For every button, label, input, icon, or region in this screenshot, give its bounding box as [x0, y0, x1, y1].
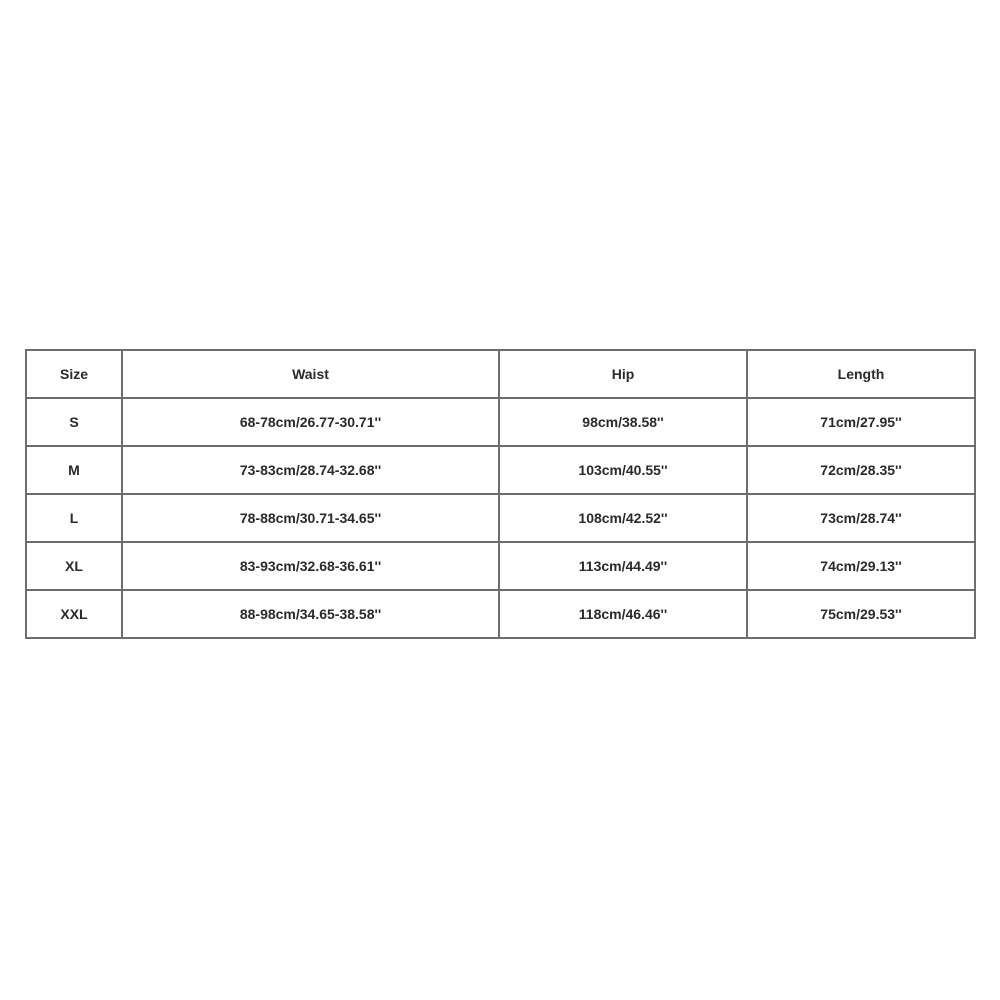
header-waist: Waist: [122, 350, 499, 398]
table-row: [26, 398, 975, 446]
cell-length: 73cm/28.74'': [747, 494, 975, 542]
cell-waist: 68-78cm/26.77-30.71'': [122, 398, 499, 446]
cell-length: 75cm/29.53'': [747, 590, 975, 638]
cell-size: XXL: [26, 590, 122, 638]
header-size: Size: [26, 350, 122, 398]
size-chart: [25, 349, 974, 639]
cell-size: L: [26, 494, 122, 542]
cell-length: 71cm/27.95'': [747, 398, 975, 446]
table-header-row: [26, 350, 975, 398]
cell-length: 72cm/28.35'': [747, 446, 975, 494]
size-table: [25, 349, 976, 639]
cell-hip: 108cm/42.52'': [499, 494, 747, 542]
cell-hip: 103cm/40.55'': [499, 446, 747, 494]
cell-size: XL: [26, 542, 122, 590]
table-row: [26, 590, 975, 638]
table-row: [26, 446, 975, 494]
cell-hip: 118cm/46.46'': [499, 590, 747, 638]
cell-waist: 83-93cm/32.68-36.61'': [122, 542, 499, 590]
cell-size: S: [26, 398, 122, 446]
cell-length: 74cm/29.13'': [747, 542, 975, 590]
cell-waist: 88-98cm/34.65-38.58'': [122, 590, 499, 638]
cell-hip: 113cm/44.49'': [499, 542, 747, 590]
table-row: [26, 542, 975, 590]
cell-hip: 98cm/38.58'': [499, 398, 747, 446]
cell-waist: 78-88cm/30.71-34.65'': [122, 494, 499, 542]
cell-waist: 73-83cm/28.74-32.68'': [122, 446, 499, 494]
table-row: [26, 494, 975, 542]
header-length: Length: [747, 350, 975, 398]
cell-size: M: [26, 446, 122, 494]
header-hip: Hip: [499, 350, 747, 398]
